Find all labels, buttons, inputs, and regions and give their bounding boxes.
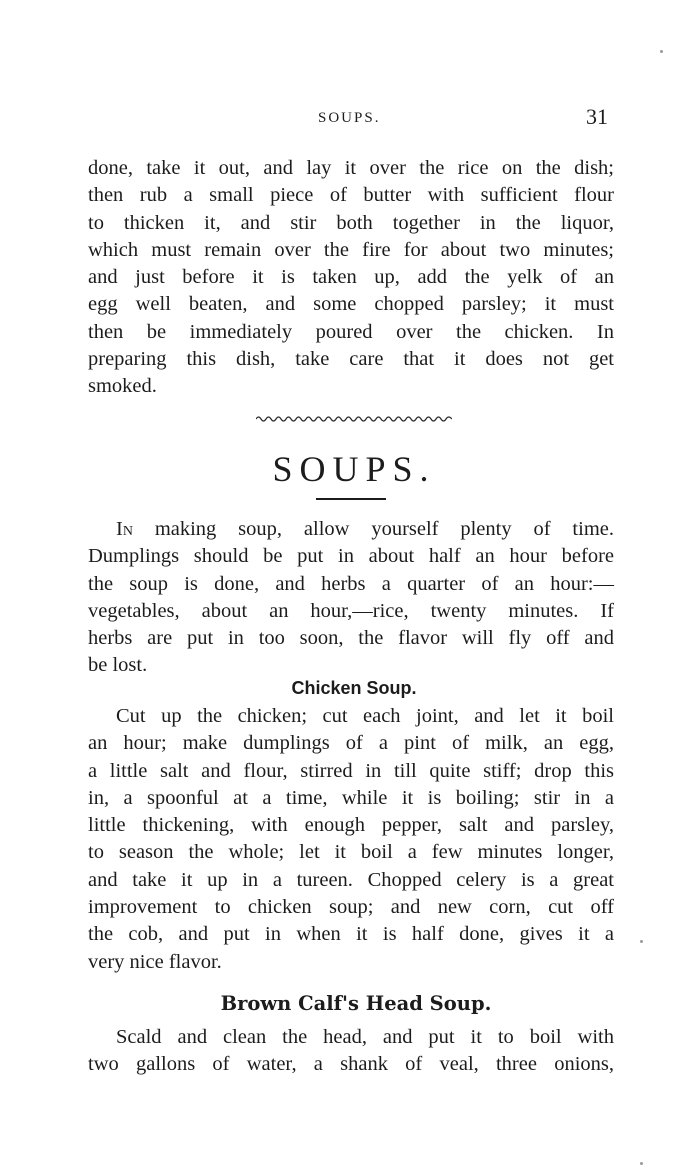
text-line bbox=[88, 516, 614, 543]
dropcap-word: In bbox=[116, 518, 133, 540]
paper-speck bbox=[660, 50, 663, 53]
text-line: Scald and clean the head, and put it to boil with bbox=[116, 1026, 614, 1048]
text-line: the cob, and put in when it is half done, gives it a bbox=[88, 923, 614, 946]
text-line: little thickening, with enough pepper, salt and parsley, bbox=[88, 814, 614, 837]
wavy-divider bbox=[256, 414, 452, 424]
text-line: improvement to chicken soup; and new corn, cut off bbox=[88, 896, 614, 919]
running-head: SOUPS. bbox=[318, 110, 381, 126]
text-line: a little salt and flour, stirred in till quite stiff; drop this bbox=[88, 759, 614, 782]
text-line: Dumplings should be put in about half an hour before bbox=[88, 545, 614, 568]
title-underline bbox=[316, 498, 386, 500]
text-line: very nice flavor. bbox=[88, 950, 222, 973]
text-line: to season the whole; let it boil a few minutes longer, bbox=[88, 841, 614, 864]
paragraph-continued bbox=[88, 155, 614, 401]
text-line-rest: making soup, allow yourself plenty of time. bbox=[154, 518, 614, 540]
text-line: Cut up the chicken; cut each joint, and let it boil bbox=[116, 705, 614, 727]
paper-speck bbox=[640, 940, 643, 943]
text-line: an hour; make dumplings of a pint of milk, an egg, bbox=[88, 732, 614, 755]
section-title: SOUPS. bbox=[272, 449, 436, 489]
text-line: and take it up in a tureen. Chopped celery is a great bbox=[88, 868, 614, 891]
text-line: which must remain over the fire for about two minutes; bbox=[88, 238, 614, 261]
text-line: in, a spoonful at a time, while it is boiling; stir in a bbox=[88, 786, 614, 809]
paper-speck bbox=[640, 1162, 643, 1165]
text-line: be lost. bbox=[88, 654, 148, 677]
page-number: 31 bbox=[586, 104, 608, 129]
text-line: egg well beaten, and some chopped parsley; it must bbox=[88, 293, 614, 316]
intro-paragraph bbox=[88, 516, 614, 680]
text-line: to thicken it, and stir both together in the liquor, bbox=[88, 211, 614, 234]
recipe-paragraph-chicken-soup bbox=[88, 703, 614, 976]
text-line: preparing this dish, take care that it does not get bbox=[88, 348, 614, 371]
text-line: then be immediately poured over the chicken. In bbox=[88, 320, 614, 343]
text-line: done, take it out, and lay it over the rice on the dish; bbox=[88, 157, 614, 179]
text-line: two gallons of water, a shank of veal, three onions, bbox=[88, 1053, 614, 1076]
text-line: the soup is done, and herbs a quarter of an hour:— bbox=[88, 572, 614, 595]
recipe-title-brown-calfs-head-soup: Brown Calf's Head Soup. bbox=[220, 992, 492, 1015]
recipe-title-chicken-soup: Chicken Soup. bbox=[291, 678, 417, 698]
text-line: then rub a small piece of butter with sufficient flour bbox=[88, 184, 614, 207]
text-line: and just before it is taken up, add the yelk of an bbox=[88, 266, 614, 289]
recipe-paragraph-calfs-head-soup bbox=[88, 1024, 614, 1079]
text-line: smoked. bbox=[88, 375, 157, 398]
text-line: vegetables, about an hour,—rice, twenty minutes. If bbox=[88, 599, 614, 622]
text-line: herbs are put in too soon, the flavor will fly off and bbox=[88, 627, 614, 650]
